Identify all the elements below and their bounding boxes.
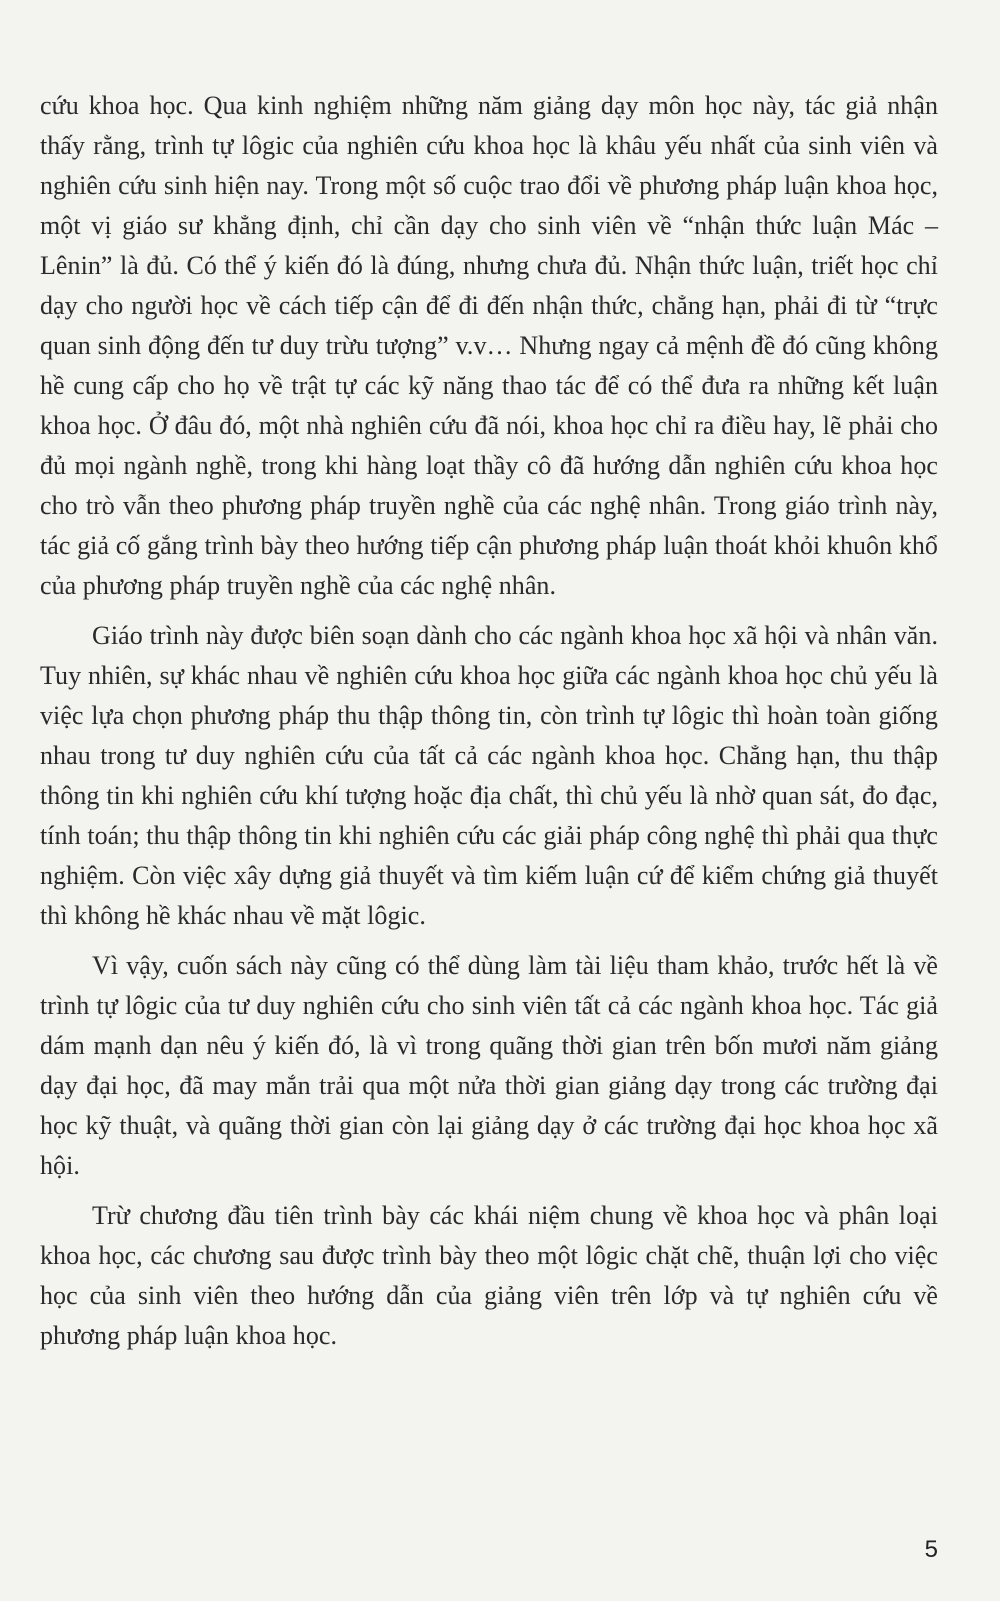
paragraph-continued: cứu khoa học. Qua kinh nghiệm những năm giảng dạy môn học này, tác giả nhận thấy rằng, trình tự lôgic của nghiên cứu khoa học là khâu yếu nhất của sinh viên và nghiên cứu sinh hiện nay. Trong một số cuộc trao đổi về phương pháp luận khoa học, một vị giáo sư khẳng định, chỉ cần dạy cho sinh viên về “nhận thức luận Mác – Lênin” là đủ. Có thể ý kiến đó là đúng, nhưng chưa đủ. Nhận thức luận, triết học chỉ dạy cho người học về cách tiếp cận để đi đến nhận thức, chẳng hạn, phải đi từ “trực quan sinh động đến tư duy trừu tượng” v.v… Nhưng ngay cả mệnh đề đó cũng không hề cung cấp cho họ về trật tự các kỹ năng thao tác để có thể đưa ra những kết luận khoa học. Ở đâu đó, một nhà nghiên cứu đã nói, khoa học chỉ ra điều hay, lẽ phải cho đủ mọi ngành nghề, trong khi hàng loạt thầy cô đã hướng dẫn nghiên cứu khoa học cho trò vẫn theo phương pháp truyền nghề của các nghệ nhân. Trong giáo trình này, tác giả cố gắng trình bày theo hướng tiếp cận phương pháp luận thoát khỏi khuôn khổ của phương pháp truyền nghề của các nghệ nhân. [40, 91, 938, 600]
paragraph: Giáo trình này được biên soạn dành cho các ngành khoa học xã hội và nhân văn. Tuy nhiên, sự khác nhau về nghiên cứu khoa học giữa các ngành khoa học chủ yếu là việc lựa chọn phương pháp thu thập thông tin, còn trình tự lôgic thì hoàn toàn giống nhau trong tư duy nghiên cứu của tất cả các ngành khoa học. Chẳng hạn, thu thập thông tin khi nghiên cứu khí tượng hoặc địa chất, thì chủ yếu là nhờ quan sát, đo đạc, tính toán; thu thập thông tin khi nghiên cứu các giải pháp công nghệ thì phải qua thực nghiệm. Còn việc xây dựng giả thuyết và tìm kiếm luận cứ để kiểm chứng giả thuyết thì không hề khác nhau về mặt lôgic. [40, 621, 938, 930]
page-number: 5 [924, 1536, 938, 1563]
paragraph: Trừ chương đầu tiên trình bày các khái niệm chung về khoa học và phân loại khoa học, các chương sau được trình bày theo một lôgic chặt chẽ, thuận lợi cho việc học của sinh viên theo hướng dẫn của giảng viên trên lớp và tự nghiên cứu về phương pháp luận khoa học. [40, 1201, 938, 1350]
paragraph: Vì vậy, cuốn sách này cũng có thể dùng làm tài liệu tham khảo, trước hết là về trình tự lôgic của tư duy nghiên cứu cho sinh viên tất cả các ngành khoa học. Tác giả dám mạnh dạn nêu ý kiến đó, là vì trong quãng thời gian trên bốn mươi năm giảng dạy đại học, đã may mắn trải qua một nửa thời gian giảng dạy trong các trường đại học kỹ thuật, và quãng thời gian còn lại giảng dạy ở các trường đại học khoa học xã hội. [40, 951, 938, 1180]
body-text [40, 86, 938, 1356]
